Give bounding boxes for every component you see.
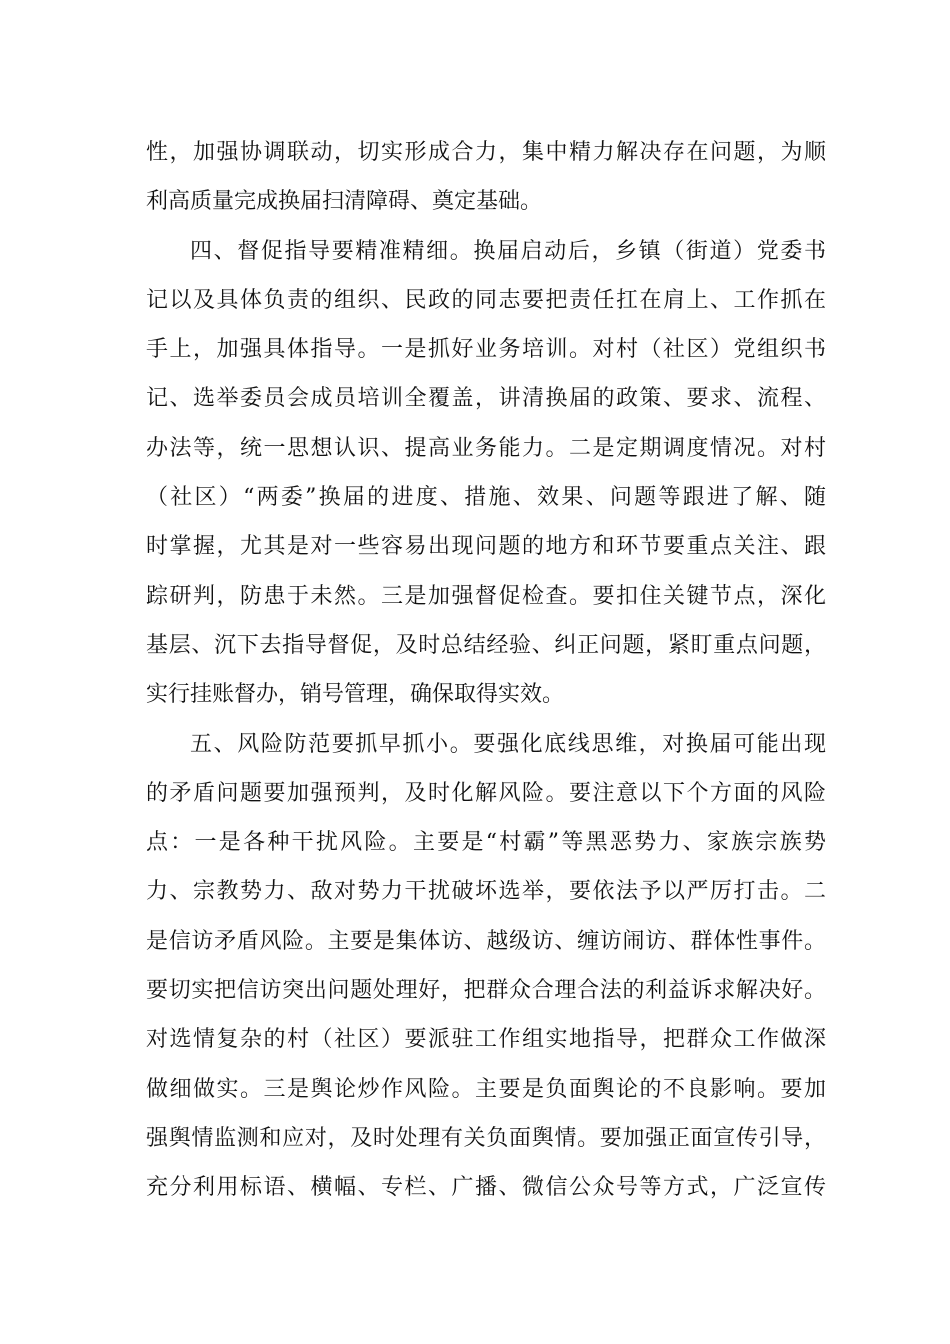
paragraph-2-line-10: 实行挂账督办，销号管理，确保取得实效。 [146,682,565,708]
paragraph-3-line-5: 是信访矛盾风险。主要是集体访、越级访、缠访闹访、群体性事件。 [146,928,826,954]
paragraph-3-line-2: 的矛盾问题要加强预判，及时化解风险。要注意以下个方面的风险 [146,780,826,806]
paragraph-3-line-9: 强舆情监测和应对，及时处理有关负面舆情。要加强正面宣传引导， [146,1125,826,1151]
paragraph-2-line-9: 基层、沉下去指导督促，及时总结经验、纠正问题，紧盯重点问题， [146,632,826,658]
paragraph-3-line-10: 充分利用标语、横幅、专栏、广播、微信公众号等方式，广泛宣传 [146,1175,826,1201]
paragraph-3-line-3: 点：一是各种干扰风险。主要是“村霸”等黑恶势力、家族宗族势 [146,830,826,856]
paragraph-2-line-5: 办法等，统一思想认识、提高业务能力。二是定期调度情况。对村 [146,435,826,461]
paragraph-2-line-7: 时掌握，尤其是对一些容易出现问题的地方和环节要重点关注、跟 [146,534,826,560]
paragraph-2-line-4: 记、选举委员会成员培训全覆盖，讲清换届的政策、要求、流程、 [146,386,826,412]
paragraph-3-line-7: 对选情复杂的村（社区）要派驻工作组实地指导，把群众工作做深 [146,1027,826,1053]
paragraph-3-line-6: 要切实把信访突出问题处理好，把群众合理合法的利益诉求解决好。 [146,978,826,1004]
document-body [146,128,826,1213]
paragraph-3-line-1: 五、风险防范要抓早抓小。要强化底线思维，对换届可能出现 [190,731,826,757]
paragraph-3-line-4: 力、宗教势力、敌对势力干扰破坏选举，要依法予以严厉打击。二 [146,879,826,905]
paragraph-2-line-8: 踪研判，防患于未然。三是加强督促检查。要扣住关键节点，深化 [146,583,826,609]
paragraph-2-line-6: （社区）“两委”换届的进度、措施、效果、问题等跟进了解、随 [146,485,826,511]
paragraph-1-line-1: 性，加强协调联动，切实形成合力，集中精力解决存在问题，为顺 [146,140,826,165]
paragraph-3-line-8: 做细做实。三是舆论炒作风险。主要是负面舆论的不良影响。要加 [146,1076,826,1102]
paragraph-2-line-2: 记以及具体负责的组织、民政的同志要把责任扛在肩上、工作抓在 [146,287,826,313]
paragraph-2-line-1: 四、督促指导要精准精细。换届启动后，乡镇（街道）党委书 [190,238,826,264]
paragraph-2-line-3: 手上，加强具体指导。一是抓好业务培训。对村（社区）党组织书 [146,337,826,363]
paragraph-1-line-2: 利高质量完成换届扫清障碍、奠定基础。 [146,189,543,215]
